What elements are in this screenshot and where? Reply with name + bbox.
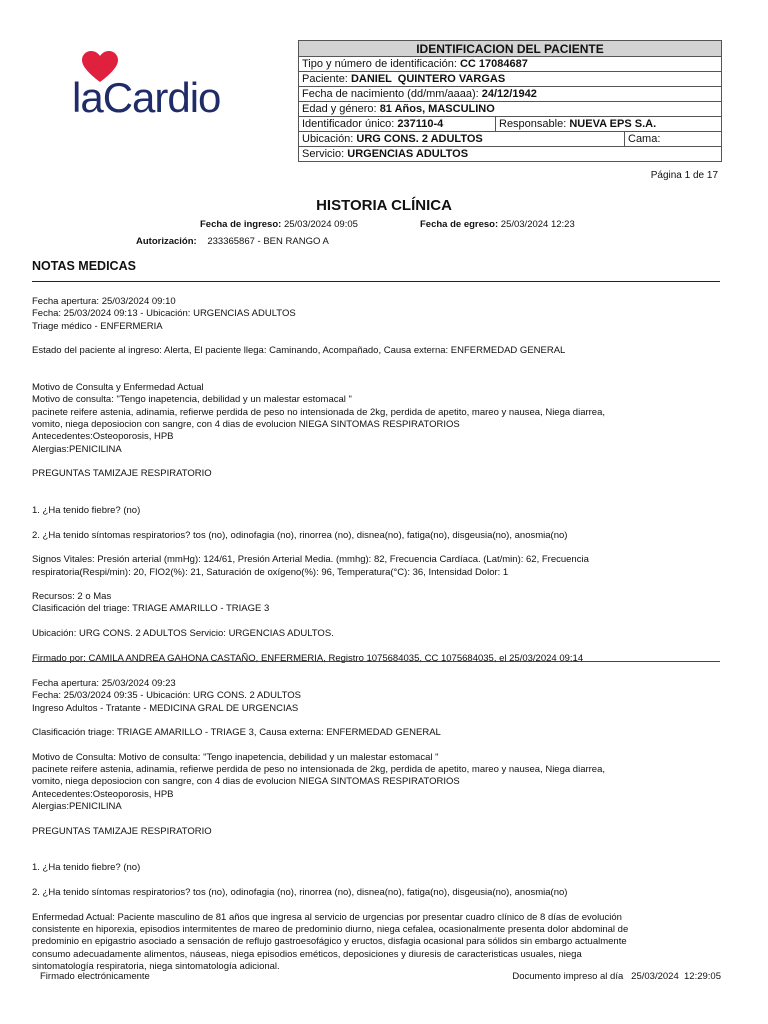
loc-value: URG CONS. 2 ADULTOS xyxy=(356,133,483,145)
patient-age-row xyxy=(299,102,722,117)
location-cell xyxy=(299,132,625,147)
discharge-date xyxy=(420,219,575,230)
name-label: Paciente: xyxy=(302,73,348,85)
note-line: Motivo de Consulta y Enfermedad Actual xyxy=(32,382,204,394)
patient-name-row xyxy=(299,72,722,87)
loc-label: Ubicación: xyxy=(302,133,354,145)
medical-note-1 xyxy=(32,296,722,665)
resp-value: NUEVA EPS S.A. xyxy=(569,118,657,130)
id-label: Tipo y número de identificación: xyxy=(302,58,457,70)
uid-value: 237110-4 xyxy=(397,118,444,130)
admit-label: Fecha de ingreso: xyxy=(200,219,282,230)
note-line: Clasificación triage: TRIAGE AMARILLO - TRIAGE 3, Causa externa: ENFERMEDAD GENERAL xyxy=(32,727,441,739)
discharge-label: Fecha de egreso: xyxy=(420,219,499,230)
service-value: URGENCIAS ADULTOS xyxy=(347,148,469,160)
note-line: Fecha: 25/03/2024 09:13 - Ubicación: URGENCIAS ADULTOS xyxy=(32,308,296,320)
note-line: Motivo de Consulta: Motivo de consulta: "Tengo inapetencia, debilidad y un malestar estomacal " xyxy=(32,751,439,763)
bed-cell xyxy=(625,132,722,147)
note-line: Ubicación: URG CONS. 2 ADULTOS Servicio: URGENCIAS ADULTOS. xyxy=(32,628,334,640)
note-line: Fecha apertura: 25/03/2024 09:10 xyxy=(32,296,176,307)
note-line: vomito, niega deposiocion con sangre, con 4 dias de evolucion NIEGA SINTOMAS RESPIRATORIOS xyxy=(32,776,460,788)
admit-value: 25/03/2024 09:05 xyxy=(283,219,358,230)
resp-label: Responsable: xyxy=(499,118,567,130)
note-line: PREGUNTAS TAMIZAJE RESPIRATORIO xyxy=(32,468,212,480)
note-line: Antecedentes:Osteoporosis, HPB xyxy=(32,788,174,800)
note-line: pacinete reifere astenia, adinamia, refierwe perdida de peso no intensionada de 2kg, perdida de apetito, mareo y nausea, Niega diarrea, xyxy=(32,406,606,418)
responsible-cell xyxy=(496,117,722,132)
page-number: Página 1 de 17 xyxy=(650,170,718,181)
note-line: Antecedentes:Osteoporosis, HPB xyxy=(32,431,174,443)
admission-date xyxy=(200,219,358,230)
note-line: respiratoria(Respi/min): 20, FIO2(%): 21, Saturación de oxígeno(%): 96, Temperatura(°C): 36, Intensidad Dolor: 1 xyxy=(32,566,509,578)
auth-value: 233365867 - BEN RANGO A xyxy=(207,236,329,247)
auth-label: Autorización: xyxy=(136,236,197,247)
age-value: 81 Años, MASCULINO xyxy=(379,103,495,115)
uid-label: Identificador único: xyxy=(302,118,395,130)
note-line: predominio en epigastrio asociado a sensación de reflujo gastroesofágico y eructos, disfagia ocasional para sólidos sin embargo actualmente xyxy=(32,936,627,948)
note-line: Alergias:PENICILINA xyxy=(32,443,122,455)
medical-note-2 xyxy=(32,678,722,973)
note-line: 1. ¿Ha tenido fiebre? (no) xyxy=(32,505,141,517)
note-line: Motivo de consulta: "Tengo inapetencia, debilidad y un malestar estomacal " xyxy=(32,394,352,406)
section-title: NOTAS MEDICAS xyxy=(32,259,136,273)
note-line: Recursos: 2 o Mas xyxy=(32,591,112,603)
document-title: HISTORIA CLÍNICA xyxy=(316,197,452,214)
name-value: DANIEL QUINTERO VARGAS xyxy=(350,73,506,85)
note-line: PREGUNTAS TAMIZAJE RESPIRATORIO xyxy=(32,825,212,837)
note-line: 2. ¿Ha tenido síntomas respiratorios? tos (no), odinofagia (no), rinorrea (no), disnea(no), fatiga(no), disgeusia(no), anosmia(no) xyxy=(32,529,568,541)
footer-printed: Documento impreso al día 25/03/2024 12:29:05 xyxy=(512,971,721,982)
lacardio-logo xyxy=(72,48,262,128)
patient-id-table xyxy=(298,40,722,162)
bed-label: Cama: xyxy=(628,133,661,145)
note-line: Triage médico - ENFERMERIA xyxy=(32,320,163,332)
logo-wordmark: laCardio xyxy=(72,74,221,121)
patient-id-row xyxy=(299,57,722,72)
note-line: Enfermedad Actual: Paciente masculino de 81 años que ingresa al servicio de urgencias por presentar cuadro clínico de 8 días de evolución xyxy=(32,911,622,923)
note-line: Fecha: 25/03/2024 09:35 - Ubicación: URG CONS. 2 ADULTOS xyxy=(32,690,301,702)
section-divider xyxy=(32,281,720,282)
note-line: consumo adecuadamente alimentos, náuseas, niega episodios eméticos, deposiciones y diuresis de caracteristicas usuales, niega xyxy=(32,948,582,960)
age-label: Edad y género: xyxy=(302,103,377,115)
note-line: Fecha apertura: 25/03/2024 09:23 xyxy=(32,678,176,689)
note-line: 2. ¿Ha tenido síntomas respiratorios? tos (no), odinofagia (no), rinorrea (no), disnea(no), fatiga(no), disgeusia(no), anosmia(no) xyxy=(32,887,568,899)
dob-value: 24/12/1942 xyxy=(481,88,537,100)
note-line: sintomatología respiratoria, niega sintomatología adicional. xyxy=(32,960,280,972)
service-row xyxy=(299,147,722,162)
footer-signed: Firmado electrónicamente xyxy=(40,971,150,982)
service-label: Servicio: xyxy=(302,148,345,160)
note-line: Alergias:PENICILINA xyxy=(32,800,122,812)
note-line: Estado del paciente al ingreso: Alerta, El paciente llega: Caminando, Acompañado, Causa externa: ENFERMEDAD GENERAL xyxy=(32,345,566,357)
note-signature: Firmado por: CAMILA ANDREA GAHONA CASTAÑO, ENFERMERIA, Registro 1075684035, CC 1075684035, el 25/03/2024 09:14 xyxy=(32,652,584,664)
id-value: CC 17084687 xyxy=(459,58,528,70)
note-line: Ingreso Adultos - Tratante - MEDICINA GRAL DE URGENCIAS xyxy=(32,702,299,714)
discharge-value: 25/03/2024 12:23 xyxy=(500,219,575,230)
note-line: Signos Vitales: Presión arterial (mmHg): 124/61, Presión Arterial Media. (mmhg): 82, Frecuencia Cardíaca. (Lat/min): 62, Frecuencia xyxy=(32,554,589,566)
note-line: pacinete reifere astenia, adinamia, refierwe perdida de peso no intensionada de 2kg, perdida de apetito, mareo y nausea, Niega diarrea, xyxy=(32,764,606,776)
patient-id-header: IDENTIFICACION DEL PACIENTE xyxy=(299,41,722,57)
patient-uid-cell xyxy=(299,117,496,132)
patient-dob-row xyxy=(299,87,722,102)
note-line: consistente en hiporexia, episodios intermitentes de mareo de predominio diurno, niega cefalea, ocasionalmente presenta dolor abdominal de xyxy=(32,923,629,935)
authorization xyxy=(136,236,329,247)
dob-label: Fecha de nacimiento (dd/mm/aaaa): xyxy=(302,88,479,100)
note-divider xyxy=(32,661,720,662)
note-line: 1. ¿Ha tenido fiebre? (no) xyxy=(32,862,141,874)
note-line: Clasificación del triage: TRIAGE AMARILLO - TRIAGE 3 xyxy=(32,603,270,615)
note-line: vomito, niega deposiocion con sangre, con 4 dias de evolucion NIEGA SINTOMAS RESPIRATORIOS xyxy=(32,418,460,430)
